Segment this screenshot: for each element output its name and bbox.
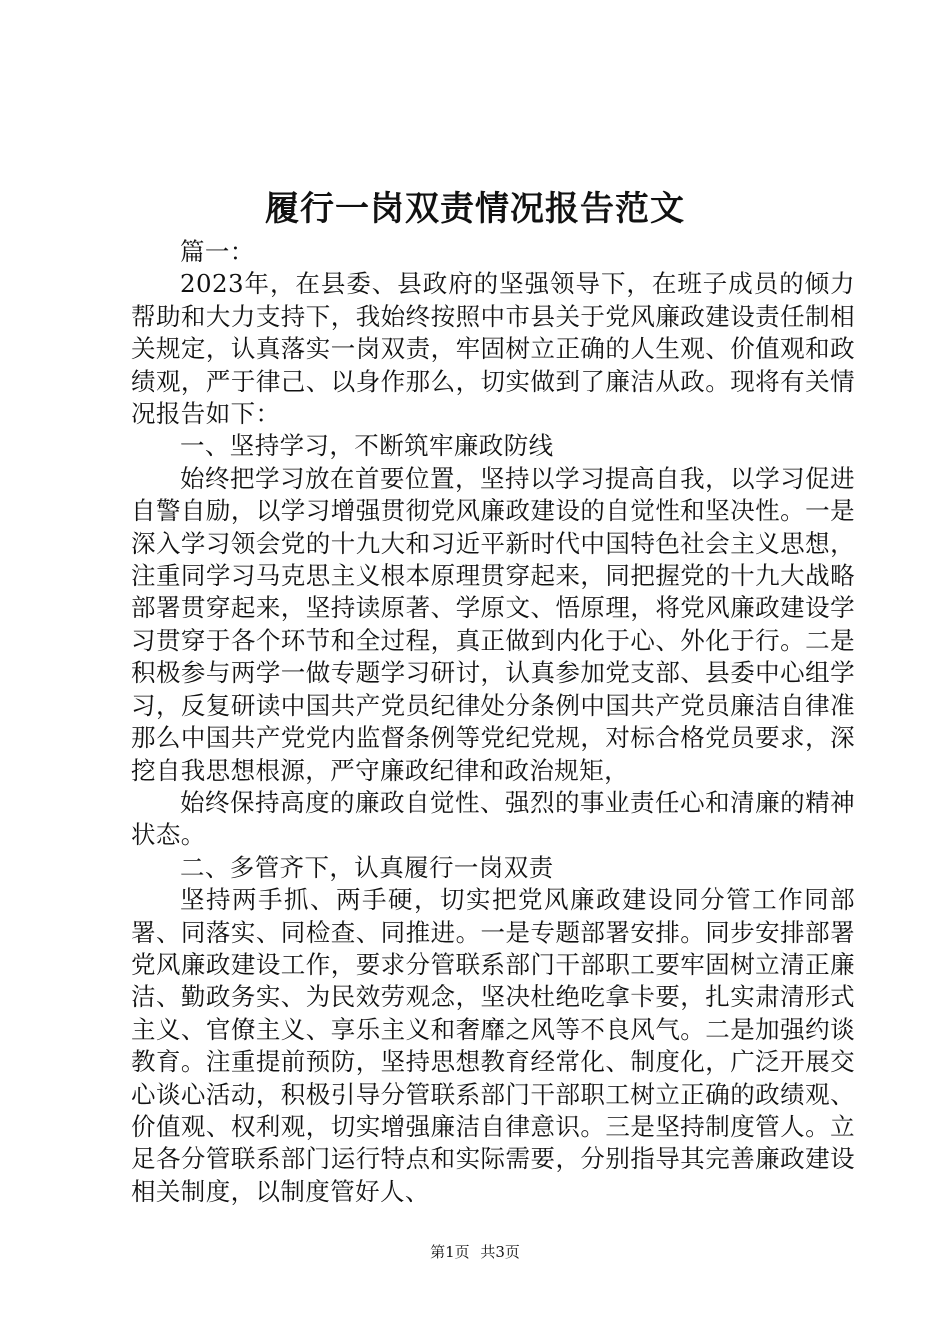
- document-body: [131, 236, 855, 1208]
- page-total: 共3页: [480, 1243, 520, 1261]
- page-number: 第1页: [430, 1243, 470, 1261]
- section-label: 篇一：: [180, 237, 255, 266]
- body-paragraph: 始终保持高度的廉政自觉性、强烈的事业责任心和清廉的精神状态。: [131, 787, 855, 850]
- body-paragraph: 始终把学习放在首要位置，坚持以学习提高自我，以学习促进自警自励，以学习增强贯彻党风廉政建设的自觉性和坚决性。一是深入学习领会党的十九大和习近平新时代中国特色社会主义思想，注重同学习马克思主义根本原理贯穿起来，同把握党的十九大战略部署贯穿起来，坚持读原著、学原文、悟原理，将党风廉政建设学习贯穿于各个环节和全过程，真正做到内化于心、外化于行。二是积极参与两学一做专题学习研讨，认真参加党支部、县委中心组学习，反复研读中国共产党员纪律处分条例中国共产党员廉洁自律准那么中国共产党党内监督条例等党纪党规，对标合格党员要求，深挖自我思想根源，严守廉政纪律和政治规矩，: [131, 463, 855, 785]
- intro-paragraph: 2023年，在县委、县政府的坚强领导下，在班子成员的倾力帮助和大力支持下，我始终按照中市县关于党风廉政建设责任制相关规定，认真落实一岗双责，牢固树立正确的人生观、价值观和政绩观，严于律己、以身作那么，切实做到了廉洁从政。现将有关情况报告如下：: [131, 269, 855, 429]
- body-paragraph: 坚持两手抓、两手硬，切实把党风廉政建设同分管工作同部署、同落实、同检查、同推进。一是专题部署安排。同步安排部署党风廉政建设工作，要求分管联系部门干部职工要牢固树立清正廉洁、勤政务实、为民效劳观念，坚决杜绝吃拿卡要，扎实肃清形式主义、官僚主义、享乐主义和奢靡之风等不良风气。二是加强约谈教育。注重提前预防，坚持思想教育经常化、制度化，广泛开展交心谈心活动，积极引导分管联系部门干部职工树立正确的政绩观、价值观、权利观，切实增强廉洁自律意识。三是坚持制度管人。立足各分管联系部门运行特点和实际需要，分别指导其完善廉政建设相关制度，以制度管好人、: [131, 885, 855, 1206]
- document-title: 履行一岗双责情况报告范文: [265, 189, 685, 229]
- section-heading-1: 一、坚持学习，不断筑牢廉政防线: [180, 431, 554, 461]
- section-heading-2: 二、多管齐下，认真履行一岗双责: [180, 852, 554, 882]
- page-footer: [0, 1242, 950, 1262]
